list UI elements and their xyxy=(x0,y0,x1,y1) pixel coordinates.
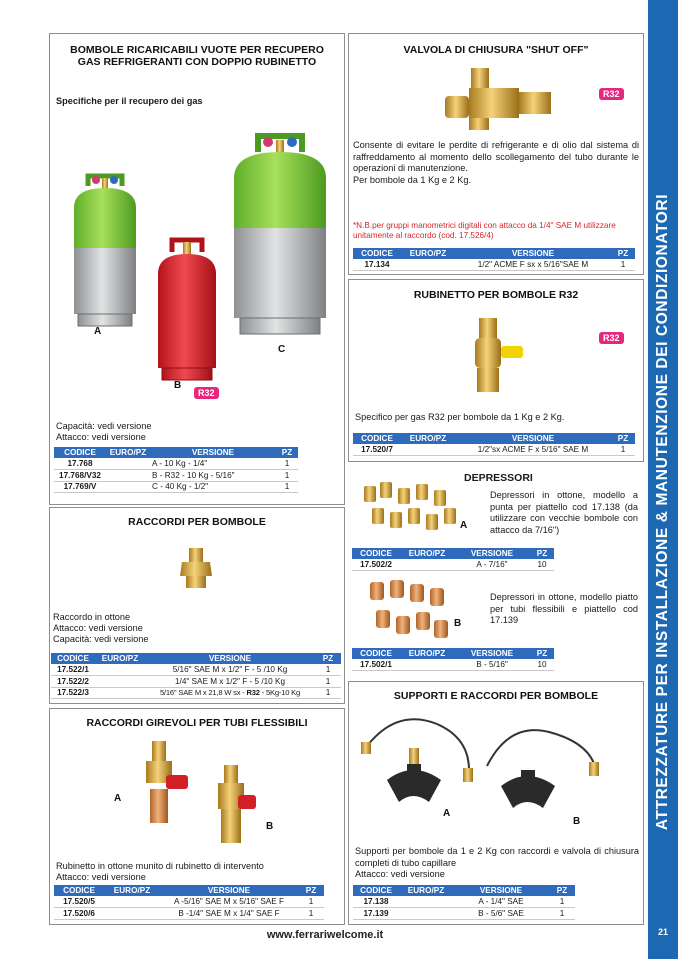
girevoli-desc-material: Rubinetto in ottone munito di rubinetto di intervento xyxy=(56,861,264,871)
support-b-image xyxy=(479,722,609,812)
r32-badge: R32 xyxy=(599,88,624,100)
sidebar-title: ATTREZZATURE PER INSTALLAZIONE & MANUTENZIONE DEI CONDIZIONATORI xyxy=(654,193,671,831)
raccordi-panel xyxy=(49,507,345,704)
cylinder-a-label: A xyxy=(94,326,102,337)
table-row: 17.139 B - 5/6" SAE 1 xyxy=(353,908,575,920)
bombole-panel xyxy=(49,33,345,505)
depressori-table-b: CODICE EURO/PZ VERSIONE PZ 17.502/1 B - 5/16" 10 xyxy=(352,648,554,671)
bombole-title-line2: GAS REFRIGERANTI CON DOPPIO RUBINETTO xyxy=(77,56,317,68)
shut-off-valve-image xyxy=(439,64,555,134)
table-row: 17.522/2 1/4" SAE M x 1/2" F - 5 /10 Kg 1 xyxy=(51,676,341,688)
col-pz: PZ xyxy=(276,447,298,458)
cylinder-c-label: C xyxy=(278,344,286,355)
table-row: 17.522/1 5/16" SAE M x 1/2" F - 5 /10 Kg 1 xyxy=(51,664,341,676)
r32-tap-image xyxy=(467,316,527,396)
supporti-panel xyxy=(348,681,644,925)
table-row: 17.522/3 5/16" SAE M x 21,8 W sx - R32 - 5Kg-10 Kg 1 xyxy=(51,687,341,699)
depressor-a-image xyxy=(358,478,462,540)
swivel-b-label: B xyxy=(266,821,274,832)
valvola-note: *N.B.per gruppi manometrici digitali con attacco da 1/4" SAE M utilizzare unitamente al raccordo (cod. 17.526/4) xyxy=(353,221,616,240)
raccordi-desc-capacity: Capacità: vedi versione xyxy=(53,634,149,644)
valvola-panel xyxy=(348,33,644,275)
swivel-a-label: A xyxy=(114,793,122,804)
cylinder-c-image xyxy=(230,128,330,338)
table-row: 17.769/V C - 40 Kg - 1/2" 1 xyxy=(54,481,298,493)
supporti-table: CODICE EURO/PZ VERSIONE PZ 17.138 A - 1/4" SAE 1 17.139 B - 5/6" SAE 1 xyxy=(353,885,575,920)
raccordi-table: CODICE EURO/PZ VERSIONE PZ 17.522/1 5/16" SAE M x 1/2" F - 5 /10 Kg 1 17.522/2 1/4" SAE M x 1/2" F - 5 /10 Kg 1 17.522/3 5/16" SAE M x 21,8 W sx - R32 - 5Kg-10 Kg 1 xyxy=(51,653,341,699)
rubinetto-table: CODICE EURO/PZ VERSIONE PZ 17.520/7 1/2"sx ACME F x 5/16" SAE M 1 xyxy=(353,433,635,456)
raccordi-title: RACCORDI PER BOMBOLE xyxy=(128,516,266,528)
rubinetto-desc: Specifico per gas R32 per bombole da 1 Kg e 2 Kg. xyxy=(355,412,565,422)
r32-badge: R32 xyxy=(599,332,624,344)
depressor-a-desc: Depressori in ottone, modello a punta per piattello cod 17.138 (da utilizzare con vecchie bombole con attacco da 7/16") xyxy=(490,490,638,535)
cylinder-a-image xyxy=(66,168,144,328)
supporti-title: SUPPORTI E RACCORDI PER BOMBOLE xyxy=(393,690,599,702)
table-row: 17.520/5 A -5/16" SAE M x 5/16" SAE F 1 xyxy=(54,896,324,908)
valvola-desc: Consente di evitare le perdite di refrigerante e di olio dal sistema di raffreddamento al momento dello scollegamento del tubo durante le operazioni di manutenzione. xyxy=(353,140,639,174)
depressor-a-label: A xyxy=(460,520,468,531)
table-row: 17.520/6 B -1/4" SAE M x 1/4" SAE F 1 xyxy=(54,908,324,920)
support-a-image xyxy=(357,716,481,806)
depressor-b-label: B xyxy=(454,618,462,629)
footer-website-link[interactable]: www.ferrariwelcome.it xyxy=(266,929,384,941)
r32-badge: R32 xyxy=(194,387,219,399)
bombole-subtitle: Specifiche per il recupero dei gas xyxy=(56,96,203,106)
depressor-b-image xyxy=(362,576,452,646)
rubinetto-title: RUBINETTO PER BOMBOLE R32 xyxy=(413,289,579,301)
bombole-desc-attacco: Attacco: vedi versione xyxy=(56,432,146,442)
rubinetto-panel xyxy=(348,279,644,462)
table-row: 17.768 A - 10 Kg - 1/4" 1 xyxy=(54,458,298,470)
table-row: 17.138 A - 1/4" SAE 1 xyxy=(353,896,575,908)
col-codice: CODICE xyxy=(54,447,106,458)
depressori-title: DEPRESSORI xyxy=(464,472,533,484)
support-b-label: B xyxy=(573,816,581,827)
girevoli-panel xyxy=(49,708,345,925)
raccordi-desc-attacco: Attacco: vedi versione xyxy=(53,623,143,633)
depressori-section xyxy=(348,464,644,678)
girevoli-title: RACCORDI GIREVOLI PER TUBI FLESSIBILI xyxy=(86,717,308,729)
valvola-desc-bombole: Per bombole da 1 Kg e 2 Kg. xyxy=(353,175,471,185)
col-euro: EURO/PZ xyxy=(106,447,150,458)
table-row: 17.502/1 B - 5/16" 10 xyxy=(352,659,554,671)
girevoli-table: CODICE EURO/PZ VERSIONE PZ 17.520/5 A -5/16" SAE M x 5/16" SAE F 1 17.520/6 B -1/4" SAE M x 1/4" SAE F 1 xyxy=(54,885,324,920)
support-a-label: A xyxy=(443,808,451,819)
table-row: 17.520/7 1/2"sx ACME F x 5/16" SAE M 1 xyxy=(353,444,635,456)
bombole-table xyxy=(54,447,298,493)
cylinder-b-label: B xyxy=(174,380,182,391)
supporti-desc: Supporti per bombole da 1 e 2 Kg con raccordi e valvola di chiusura completi di tubo capillare xyxy=(355,846,639,868)
table-row: 17.134 1/2" ACME F sx x 5/16"SAE M 1 xyxy=(353,259,635,271)
depressori-table-a: CODICE EURO/PZ VERSIONE PZ 17.502/2 A - 7/16" 10 xyxy=(352,548,554,571)
depressor-b-desc: Depressori in ottone, modello piatto per tubi flessibili e piattello cod 17.139 xyxy=(490,592,638,626)
girevoli-desc-attacco: Attacco: vedi versione xyxy=(56,872,146,882)
swivel-b-image xyxy=(212,763,258,845)
raccordi-desc-material: Raccordo in ottone xyxy=(53,612,131,622)
supporti-desc-attacco: Attacco: vedi versione xyxy=(355,869,445,879)
valvola-table: CODICE EURO/PZ VERSIONE PZ 17.134 1/2" ACME F sx x 5/16"SAE M 1 xyxy=(353,248,635,271)
page-number: 21 xyxy=(657,927,668,937)
cylinder-b-image xyxy=(152,232,222,382)
table-row: 17.768/V32 B - R32 - 10 Kg - 5/16" 1 xyxy=(54,470,298,482)
swivel-a-image xyxy=(140,739,190,825)
table-row: 17.502/2 A - 7/16" 10 xyxy=(352,559,554,571)
bombole-desc-capacity: Capacità: vedi versione xyxy=(56,421,152,431)
col-versione: VERSIONE xyxy=(150,447,276,458)
valvola-title: VALVOLA DI CHIUSURA "SHUT OFF" xyxy=(403,44,589,56)
raccordo-image xyxy=(178,546,214,590)
bombole-title-line1: BOMBOLE RICARICABILI VUOTE PER RECUPERO xyxy=(70,44,324,56)
